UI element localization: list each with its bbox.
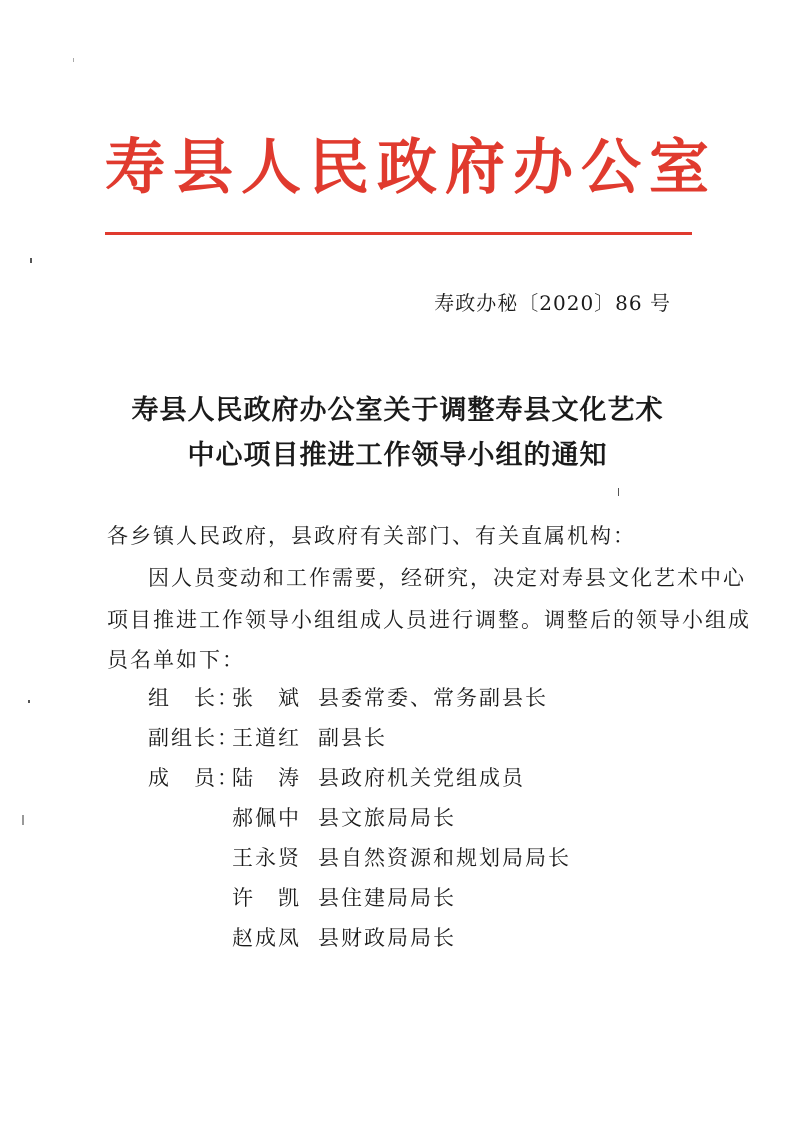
roster-position: 副县长	[318, 726, 387, 750]
header-red-rule	[105, 232, 692, 235]
roster-position: 县委常委、常务副县长	[318, 686, 548, 710]
roster-name: 郝佩中	[232, 806, 301, 830]
roster-name: 许 凯	[232, 886, 301, 910]
roster-label-deputy: 副组长：	[148, 726, 240, 750]
roster-name: 张 斌	[232, 686, 301, 710]
roster-name: 王永贤	[232, 846, 301, 870]
body-paragraph-line-2: 项目推进工作领导小组组成人员进行调整。调整后的领导小组成	[107, 608, 751, 632]
roster-name: 赵成凤	[232, 926, 301, 950]
roster-position: 县住建局局长	[318, 886, 456, 910]
roster-label-leader: 组 长：	[148, 686, 240, 710]
roster-name: 王道红	[232, 726, 301, 750]
scan-speck	[618, 488, 619, 496]
document-title-line-1: 寿县人民政府办公室关于调整寿县文化艺术	[131, 395, 664, 426]
scan-speck	[30, 258, 32, 263]
document-number: 寿政办秘〔2020〕86 号	[434, 291, 671, 315]
issuing-office-header: 寿县人民政府办公室	[105, 133, 717, 203]
body-paragraph-line-1: 因人员变动和工作需要，经研究，决定对寿县文化艺术中心	[148, 566, 746, 590]
roster-position: 县自然资源和规划局局长	[318, 846, 571, 870]
roster-label-members: 成 员：	[148, 766, 240, 790]
body-paragraph-line-3: 员名单如下：	[107, 648, 245, 672]
scan-speck	[28, 700, 30, 703]
roster-position: 县文旅局局长	[318, 806, 456, 830]
scan-speck	[22, 815, 24, 825]
scan-speck	[73, 58, 74, 62]
document-title-line-2: 中心项目推进工作领导小组的通知	[187, 440, 608, 471]
roster-name: 陆 涛	[232, 766, 301, 790]
salutation: 各乡镇人民政府，县政府有关部门、有关直属机构：	[107, 524, 636, 548]
roster-position: 县政府机关党组成员	[318, 766, 525, 790]
roster-position: 县财政局局长	[318, 926, 456, 950]
